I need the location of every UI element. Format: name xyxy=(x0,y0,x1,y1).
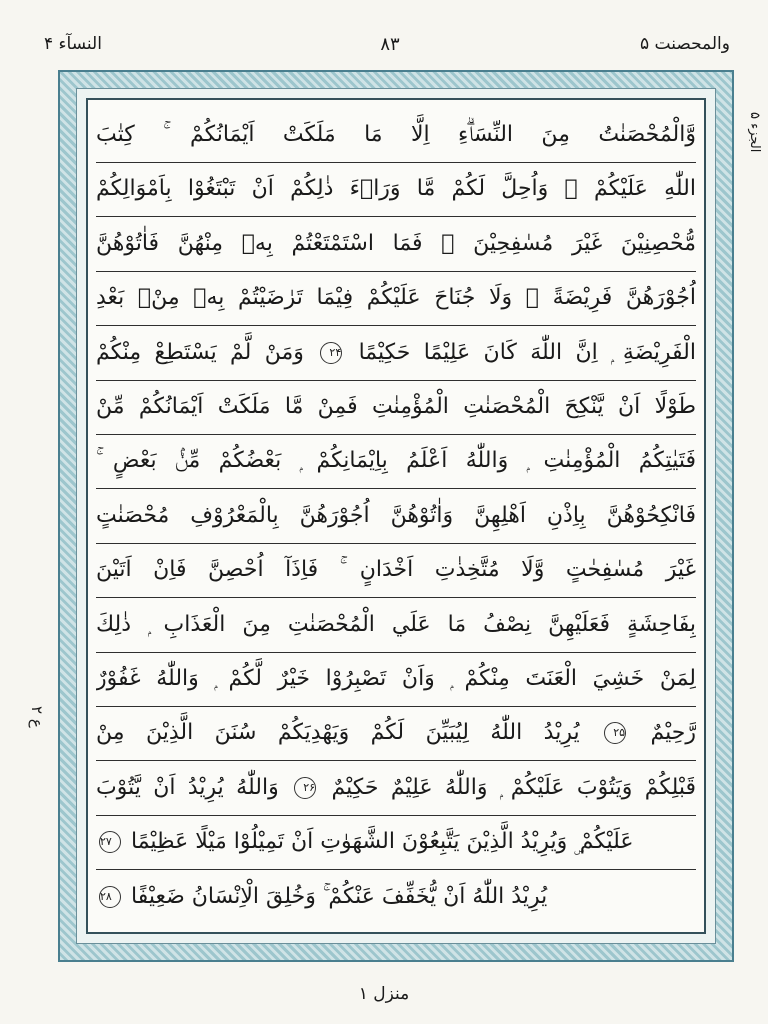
verse-line xyxy=(96,489,696,544)
verse-text: غَيْرَ مُسٰفِحٰتٍ وَّلَا مُتَّخِذٰتِ اَخْدَانٍ ۚ فَاِذَآ اُحْصِنَّ فَاِنْ اَتَيْنَ xyxy=(96,557,696,583)
page-number: ۸۳ xyxy=(380,34,400,55)
verse-text-continued: وَاللّٰهُ يُرِيْدُ اَنْ يَّتُوْبَ xyxy=(96,774,279,800)
verse-text: لِمَنْ خَشِيَ الْعَنَتَ مِنْكُمْ ۭ وَاَنْ تَصْبِرُوْا خَيْرٌ لَّكُمْ ۭ وَاللّٰهُ غَفُوْرٌ xyxy=(96,666,696,691)
verse-line xyxy=(96,761,696,816)
ruku-marker: ع ۲ xyxy=(28,706,46,728)
verse-text: عَلَيْكُمْ ۣ وَيُرِيْدُ الَّذِيْنَ يَتَّبِعُوْنَ الشَّهَوٰتِ اَنْ تَمِيْلُوْا مَيْلًا عَظِيْمًا xyxy=(131,829,634,855)
juz-name-header: والمحصنت ۵ xyxy=(639,34,730,54)
verse-text: فَانْكِحُوْهُنَّ بِاِذْنِ اَهْلِهِنَّ وَاٰتُوْهُنَّ اُجُوْرَهُنَّ بِالْمَعْرُوْفِ مُحْصَنٰتٍ xyxy=(96,502,696,528)
verse-text: الْفَرِيْضَةِ ۭ اِنَّ اللّٰهَ كَانَ عَلِيْمًا حَكِيْمًا xyxy=(358,339,696,365)
verse-line xyxy=(96,598,696,653)
verse-line xyxy=(96,108,696,163)
verse-line xyxy=(96,652,696,707)
ayah-number-marker: ۲۸ xyxy=(99,886,121,908)
verse-text: بِفَاحِشَةٍ فَعَلَيْهِنَّ نِصْفُ مَا عَلَي الْمُحْصَنٰتِ مِنَ الْعَذَابِ ۭ ذٰلِكَ xyxy=(96,611,696,637)
verse-text: وَّالْمُحْصَنٰتُ مِنَ النِّسَاۗءِ اِلَّا مَا مَلَكَتْ اَيْمَانُكُمْ ۚ كِتٰبَ xyxy=(96,122,696,147)
verse-text: اُجُوْرَهُنَّ فَرِيْضَةً ۭ وَلَا جُنَاحَ عَلَيْكُمْ فِيْمَا تَرٰضَيْتُمْ بِهٖ مِنْۢ بَعْدِ xyxy=(96,285,696,311)
verse-text: مُّحْصِنِيْنَ غَيْرَ مُسٰفِحِيْنَ ۭ فَمَا اسْتَمْتَعْتُمْ بِهٖ مِنْهُنَّ فَاٰتُوْهُنَّ xyxy=(96,230,696,256)
surah-name-header: النسآء ۴ xyxy=(44,34,102,54)
ayah-number-marker: ۲۴ xyxy=(320,342,342,364)
verse-line xyxy=(96,217,696,272)
verse-text: طَوْلًا اَنْ يَّنْكِحَ الْمُحْصَنٰتِ الْمُؤْمِنٰتِ فَمِنْ مَّا مَلَكَتْ اَيْمَانُكُمْ مِّنْ xyxy=(96,394,696,419)
verse-line xyxy=(96,380,696,435)
verse-line xyxy=(96,434,696,489)
verse-text: رَّحِيْمٌ xyxy=(650,720,696,746)
ayah-number-marker: ۲۷ xyxy=(99,831,121,853)
manzil-label: منزل ۱ xyxy=(358,984,410,1004)
verse-line xyxy=(96,815,696,870)
verse-line xyxy=(96,162,696,217)
verse-text: يُرِيْدُ اللّٰهُ اَنْ يُّخَفِّفَ عَنْكُمْ ۚ وَخُلِقَ الْاِنْسَانُ ضَعِيْفًا xyxy=(131,883,548,909)
verse-line xyxy=(96,543,696,598)
verse-text: قَبْلِكُمْ وَيَتُوْبَ عَلَيْكُمْ ۭ وَاللّٰهُ عَلِيْمٌ حَكِيْمٌ xyxy=(331,774,696,800)
ayah-number-marker: ۲۶ xyxy=(294,777,316,799)
ayah-number-marker: ۲۵ xyxy=(604,722,626,744)
verse-line xyxy=(96,870,696,924)
verse-line xyxy=(96,706,696,761)
verse-text: اللّٰهِ عَلَيْكُمْ ۚ وَاُحِلَّ لَكُمْ مَّا وَرَاۗءَ ذٰلِكُمْ اَنْ تَبْتَغُوْا بِاَمْوَالِكُمْ xyxy=(96,176,696,202)
verse-text: فَتَيٰتِكُمُ الْمُؤْمِنٰتِ ۭ وَاللّٰهُ اَعْلَمُ بِاِيْمَانِكُمْ ۭ بَعْضُكُمْ مِّنْۢ بَعْضٍ ۚ xyxy=(96,448,696,474)
verse-text-continued: يُرِيْدُ اللّٰهُ لِيُبَيِّنَ لَكُمْ وَيَهْدِيَكُمْ سُنَنَ الَّذِيْنَ مِنْ xyxy=(96,720,580,746)
verse-text-continued: وَمَنْ لَّمْ يَسْتَطِعْ مِنْكُمْ xyxy=(96,339,304,365)
juz-marker: الجزء ۵ xyxy=(747,112,762,153)
verse-line xyxy=(96,326,696,381)
verse-line xyxy=(96,271,696,326)
